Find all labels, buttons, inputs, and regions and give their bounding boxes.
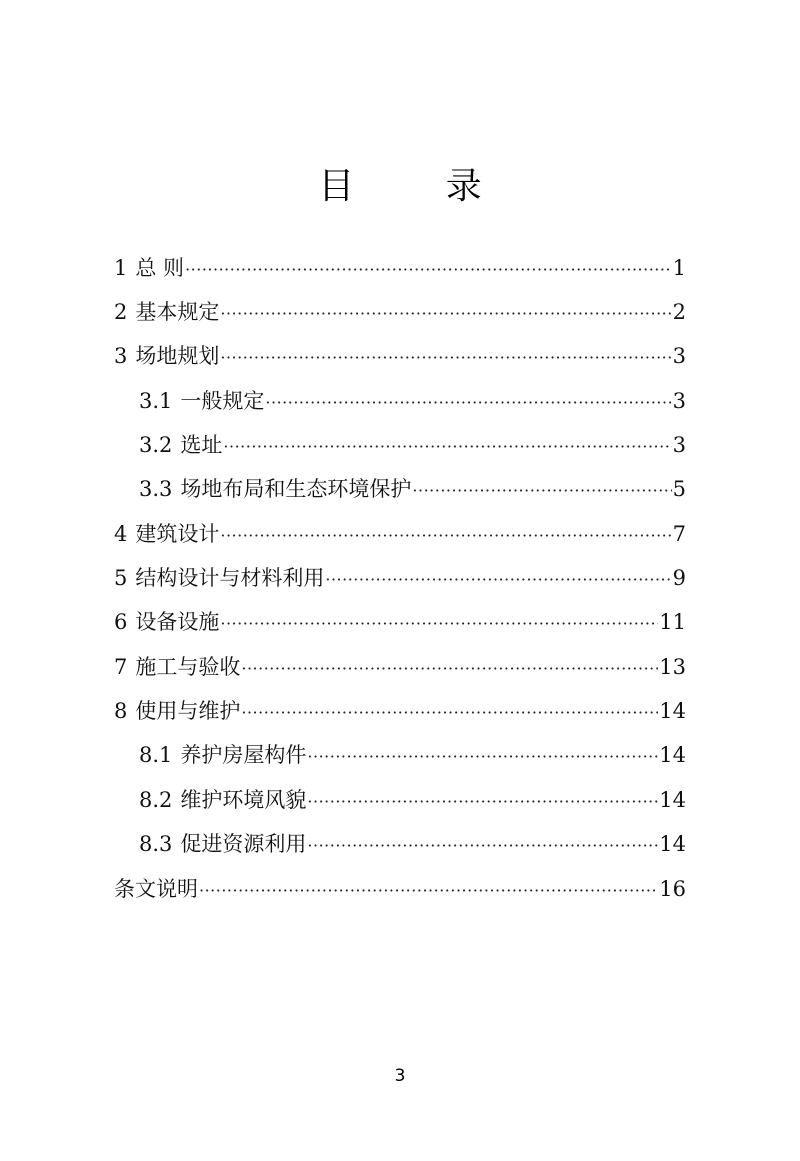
toc-entry-label: 养护房屋构件 [180, 743, 307, 767]
toc-entry-page: 2 [672, 300, 686, 324]
toc-subentry[interactable] [139, 430, 686, 460]
toc-entry-label: 促进资源利用 [180, 832, 307, 856]
toc-subentry[interactable] [139, 829, 686, 859]
toc-entry-number: 8.1 [139, 743, 173, 767]
toc-entry-label: 选址 [180, 433, 223, 457]
toc-entry[interactable] [114, 297, 686, 327]
page-number: 3 [394, 1066, 406, 1086]
toc-entry-page: 14 [659, 832, 686, 856]
toc-entry-label: 建筑设计 [135, 522, 220, 546]
dot-leader [220, 299, 671, 329]
toc-entry-page: 1 [672, 256, 686, 280]
toc-entry-number: 3.3 [139, 477, 173, 501]
toc-entry-page: 14 [659, 699, 686, 723]
toc-entry[interactable] [114, 341, 686, 371]
dot-leader [325, 565, 671, 595]
toc-entry-number: 7 [114, 655, 128, 679]
toc-entry-page: 3 [672, 344, 686, 368]
toc-entry-label: 总 则 [135, 256, 185, 280]
toc-entry-label: 场地布局和生态环境保护 [180, 477, 412, 501]
dot-leader [220, 521, 671, 551]
toc-subentry[interactable] [139, 386, 686, 416]
toc-entry[interactable] [114, 519, 686, 549]
toc-entry-label: 维护环境风貌 [180, 788, 307, 812]
dot-leader [241, 698, 658, 728]
toc-entry-label: 使用与维护 [135, 699, 241, 723]
toc-entry-label: 施工与验收 [135, 655, 241, 679]
toc-subentry[interactable] [139, 740, 686, 770]
toc-entry-page: 14 [659, 788, 686, 812]
dot-leader [199, 876, 658, 906]
toc-entry-number: 3.1 [139, 389, 173, 413]
toc-entry-number: 8.3 [139, 832, 173, 856]
toc-entry-label: 设备设施 [135, 610, 220, 634]
toc-entry-page: 9 [672, 566, 686, 590]
toc-entry[interactable] [114, 652, 686, 682]
toc-entry-page: 3 [672, 433, 686, 457]
toc-entry-label: 条文说明 [114, 877, 198, 901]
toc-entry-page: 14 [659, 743, 686, 767]
toc-entry-page: 3 [672, 389, 686, 413]
toc-entry-number: 2 [114, 300, 128, 324]
toc-entry[interactable] [114, 607, 686, 637]
dot-leader [220, 609, 658, 639]
toc-entry-label: 基本规定 [135, 300, 220, 324]
dot-leader [307, 742, 658, 772]
toc-entry-number: 4 [114, 522, 128, 546]
toc-entry-label: 一般规定 [180, 389, 265, 413]
toc-entry-number: 5 [114, 566, 128, 590]
dot-leader [307, 831, 658, 861]
toc-entry[interactable] [114, 874, 686, 904]
toc-subentry[interactable] [139, 474, 686, 504]
dot-leader [307, 787, 658, 817]
toc-entry-label: 结构设计与材料利用 [135, 566, 325, 590]
dot-leader [223, 432, 671, 462]
toc-entry-number: 8.2 [139, 788, 173, 812]
toc-entry-page: 11 [659, 610, 686, 634]
toc-entry-label: 场地规划 [135, 344, 220, 368]
toc-subentry[interactable] [139, 785, 686, 815]
toc-entry-number: 3 [114, 344, 128, 368]
dot-leader [412, 476, 671, 506]
toc-entry-number: 3.2 [139, 433, 173, 457]
toc-entry-number: 6 [114, 610, 128, 634]
toc-entry[interactable] [114, 563, 686, 593]
toc-entry-page: 5 [672, 477, 686, 501]
page-title: 目 录 [318, 166, 522, 207]
toc-entry[interactable] [114, 696, 686, 726]
toc-entry[interactable] [114, 253, 686, 283]
toc-entry-page: 16 [659, 877, 686, 901]
toc-entry-page: 13 [659, 655, 686, 679]
dot-leader [265, 388, 671, 418]
dot-leader [185, 255, 672, 285]
toc-entry-number: 1 [114, 256, 128, 280]
dot-leader [241, 654, 658, 684]
dot-leader [220, 343, 671, 373]
toc-entry-number: 8 [114, 699, 128, 723]
toc-entry-page: 7 [672, 522, 686, 546]
